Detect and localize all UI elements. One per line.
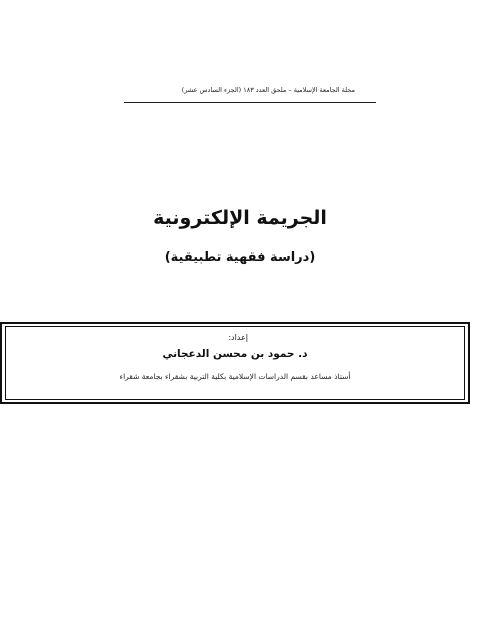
author-affiliation: أستاذ مساعد بقسم الدراسات الإسلامية بكلية التربية بشقراء بجامعة شقراء	[119, 372, 351, 381]
document-title: الجريمة الإلكترونية	[153, 207, 327, 229]
prepared-by-label: إعداد:	[228, 333, 248, 342]
author-name: د. حمود بن محسن الدعجاني	[162, 348, 308, 360]
header-rule	[124, 102, 376, 103]
journal-header: مجلة الجامعة الإسلامية – ملحق العدد ١٨٣ (الجزء السادس عشر)	[181, 86, 355, 94]
document-subtitle: (دراسة فقهية تطبيقية)	[164, 250, 316, 265]
